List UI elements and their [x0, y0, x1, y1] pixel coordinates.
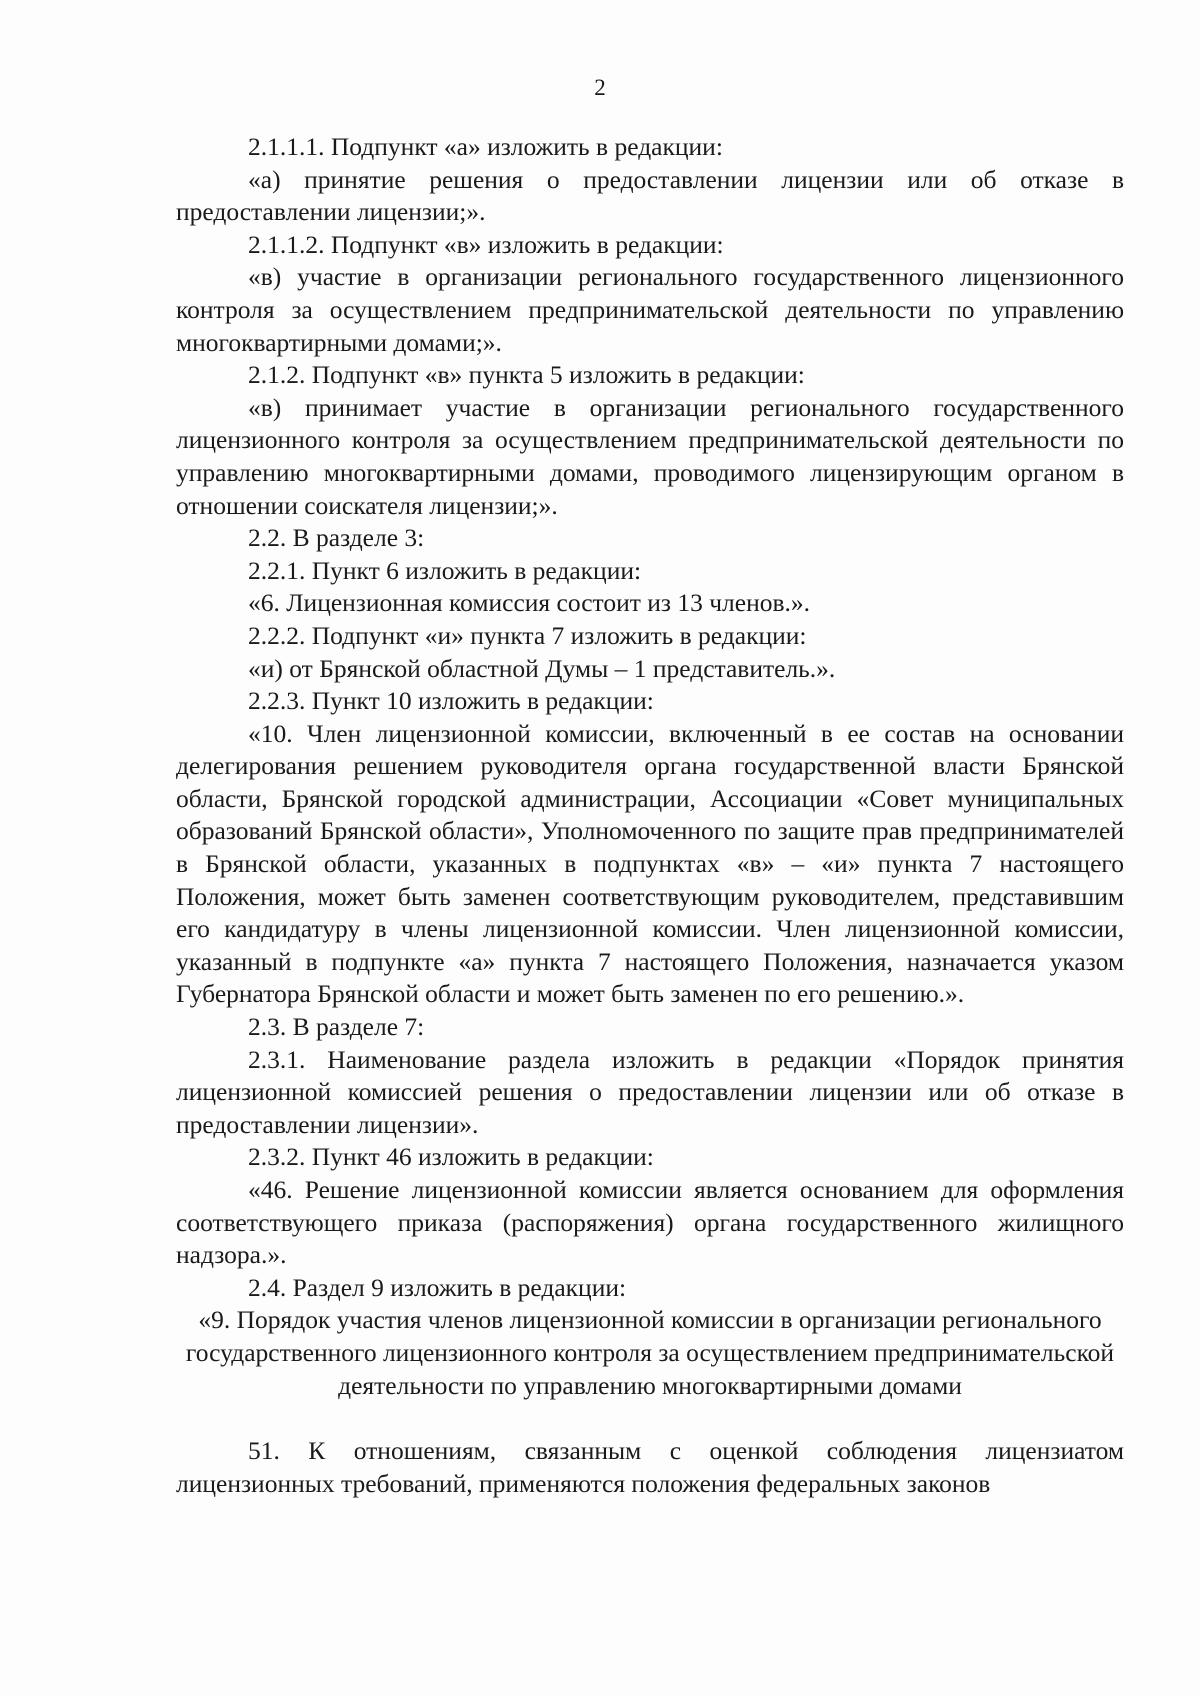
- paragraph-subitem-v: «в) участие в организации регионального государственного лицензионного контроля за осуществлением предпринимательской деятельности по управлению многоквартирными домами;».: [176, 262, 1124, 357]
- document-body: [176, 131, 1124, 1500]
- paragraph-2-2-2: 2.2.2. Подпункт «и» пункта 7 изложить в редакции:: [248, 620, 807, 650]
- section-heading: «9. Порядок участия членов лицензионной комиссии в организации регионального государственного лицензионного контроля за осуществлением предпринимательской деятельности по управлению многоквартирными домами: [185, 1305, 1115, 1400]
- paragraph-point-46: «46. Решение лицензионной комиссии является основанием для оформления соответствующего приказа (распоряжения) органа государственного жилищного надзора.».: [176, 1175, 1124, 1270]
- paragraph-point-51: 51. К отношениям, связанным с оценкой соблюдения лицензиатом лицензионных требований, применяются положения федеральных законов: [176, 1436, 1124, 1498]
- paragraph-subitem-i: «и) от Брянской областной Думы – 1 представитель.».: [248, 653, 836, 683]
- paragraph-2-1-1-2: 2.1.1.2. Подпункт «в» изложить в редакции:: [248, 229, 724, 259]
- paragraph-2-3-1: 2.3.1. Наименование раздела изложить в редакции «Порядок принятия лицензионной комиссией решения о предоставлении лицензии или об отказе в предоставлении лицензии».: [176, 1044, 1124, 1139]
- paragraph-2-2-3: 2.2.3. Пункт 10 изложить в редакции:: [248, 686, 654, 716]
- paragraph-2-1-1-1: 2.1.1.1. Подпункт «а» изложить в редакции:: [248, 132, 723, 161]
- paragraph-2-4: 2.4. Раздел 9 изложить в редакции:: [248, 1272, 627, 1302]
- paragraph-point-6: «6. Лицензионная комиссия состоит из 13 членов.».: [248, 588, 811, 618]
- paragraph-2-3: 2.3. В разделе 7:: [248, 1012, 425, 1042]
- paragraph-2-2-1: 2.2.1. Пункт 6 изложить в редакции:: [248, 555, 642, 585]
- paragraph-2-1-2: 2.1.2. Подпункт «в» пункта 5 изложить в редакции:: [248, 360, 805, 390]
- spacer: [176, 1402, 1124, 1435]
- paragraph-subitem-v-point-5: «в) принимает участие в организации регионального государственного лицензионного контроля за осуществлением предпринимательской деятельности по управлению многоквартирными домами, проводимого лицензирующим органом в отношении соискателя лицензии;».: [176, 392, 1124, 520]
- page-number: 2: [594, 75, 606, 100]
- paragraph-2-3-2: 2.3.2. Пункт 46 изложить в редакции:: [248, 1142, 654, 1172]
- paragraph-subitem-a: «а) принятие решения о предоставлении лицензии или об отказе в предоставлении лицензии;».: [176, 164, 1124, 227]
- paragraph-point-10: «10. Член лицензионной комиссии, включенный в ее состав на основании делегирования решением руководителя органа государственной власти Брянской области, Брянской городской администрации, Ассоциации «Совет муниципальных образований Брянской области», Уполномоченного по защите прав предпринимателей в Брянской области, указанных в подпунктах «в» – «и» пункта 7 настоящего Положения, может быть заменен соответствующим руководителем, представившим его кандидатуру в члены лицензионной комиссии. Член лицензионной комиссии, указанный в подпункте «а» пункта 7 настоящего Положения, назначается указом Губернатора Брянской области и может быть заменен по его решению.».: [176, 718, 1124, 1009]
- paragraph-2-2: 2.2. В разделе 3:: [248, 523, 425, 553]
